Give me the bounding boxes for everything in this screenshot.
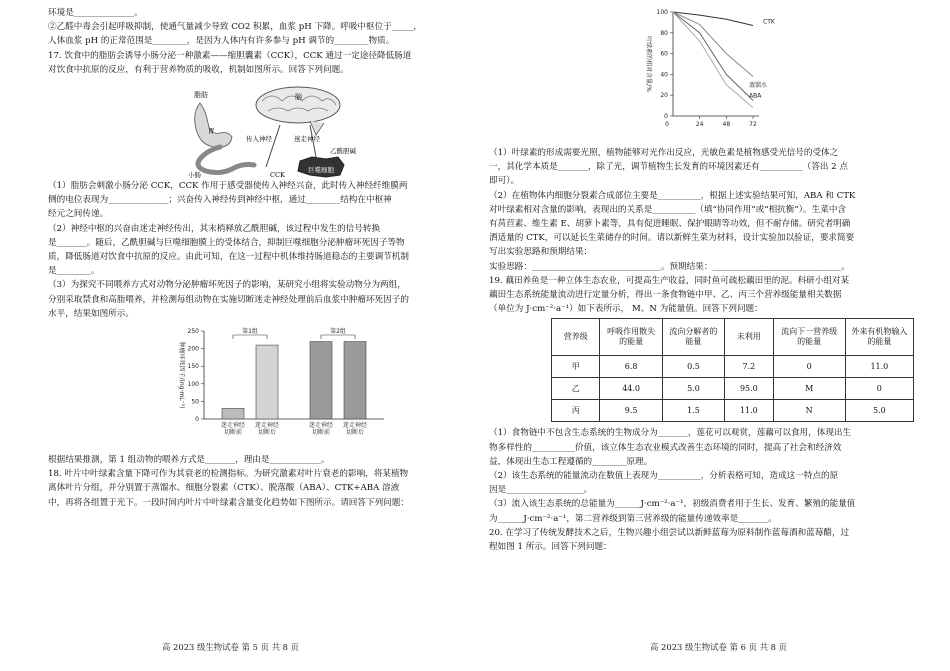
x-category-label: 迷走神经 <box>254 422 280 430</box>
group-label: 第1组 <box>242 328 258 336</box>
series-line <box>673 12 753 26</box>
y-tick-label: 0 <box>195 416 199 424</box>
text-line: 物多样性的__________价值，该立体生态农业模式改善生态环境的同时，提高了社会和经济效 <box>489 442 842 453</box>
bar <box>256 345 278 419</box>
group-bracket <box>321 335 355 339</box>
macrophage-label: 巨噬细胞 <box>308 166 334 175</box>
text-line: 经元之间传递。 <box>48 209 109 220</box>
text-line: 分别采取禁食和高脂喂养，并检测每组动物在实施切断迷走神经处理前后血浆中肿瘤坏死因子的 <box>48 294 409 305</box>
text-line: 即可）。 <box>489 176 520 187</box>
table-cell: 11.0 <box>845 356 913 378</box>
text-line: 对饮食中抗原的反应，有利于营养物质的吸收，机制如图所示。回答下列问题。 <box>48 64 349 75</box>
text-line: （2）神经中枢的兴奋由迷走神经传出，其末梢释放乙酰胆碱，该过程中发生的信号转换 <box>48 223 381 234</box>
chlorophyll-line-chart-svg <box>639 6 809 146</box>
series-label: ABA <box>749 92 762 100</box>
text-line: 20. 在学习了传统发酵技术之后，生物兴趣小组尝试以新鲜蓝莓为原料制作蓝莓酒和蓝莓醋，过 <box>489 527 850 538</box>
right-text-b <box>489 426 914 554</box>
stomach-label: 胃 <box>208 127 215 136</box>
origin-label: 0 <box>665 121 669 128</box>
y-axis-label: 叶绿素的相对含量/% <box>645 36 652 92</box>
energy-table <box>551 318 914 422</box>
afferent-nerve-label: 传入神经 <box>246 135 272 144</box>
tnf-bar-chart-svg <box>158 321 398 453</box>
tnf-bar-chart <box>158 321 463 453</box>
table-cell: 7.2 <box>725 356 774 378</box>
table-row <box>552 378 914 400</box>
small-intestine-label: 小肠 <box>188 171 201 180</box>
table-cell: 44.0 <box>600 378 662 400</box>
text-line: （2）在植物体内细胞分裂素合成部位主要是__________，根据上述实验结果可知，ABA 和 CTK <box>489 190 856 201</box>
text-line: 因是__________________。 <box>489 485 593 496</box>
table-header-row <box>552 319 914 356</box>
text-line: 写出实验思路和预期结果： <box>489 247 593 258</box>
left-text-bottom <box>48 453 463 510</box>
group-bracket <box>233 335 267 339</box>
x-tick-label: 24 <box>695 121 704 128</box>
text-line: 18. 叶片中叶绿素含量下降可作为其衰老的检测指标。为研究激素对叶片衰老的影响，将某植物 <box>48 469 409 480</box>
table-cell: 5.0 <box>845 400 913 422</box>
text-line: 有莴苣素、维生素 E、胡萝卜素等，具有促进睡眠、保护眼睛等功效，但不耐存储。研究者明确 <box>489 219 851 230</box>
fat-label: 脂肪 <box>194 91 208 100</box>
table-cell: 0 <box>845 378 913 400</box>
series-label: CTK <box>763 18 775 26</box>
text-line: 实验思路：______________________________。预期结果：______________________________。 <box>489 261 850 272</box>
left-text-top <box>48 6 463 77</box>
text-line: 中，再将各组置于光下。一段时间内叶片中叶绿素含量变化趋势如下图所示。请回答下列问题： <box>48 497 409 508</box>
afferent-nerve-line <box>266 125 280 167</box>
x-tick-label: 48 <box>722 121 731 128</box>
text-line: 对叶绿素相对含量的影响，表现出的关系是__________（填“协同作用”或“相抗衡”）。生菜中含 <box>489 204 847 215</box>
y-tick-label: 150 <box>187 363 199 371</box>
table-header: 外来有机物输入的能量 <box>845 319 913 356</box>
text-line: 程如图 1 所示。回答下列问题： <box>489 542 612 553</box>
y-tick-label: 0 <box>664 113 668 120</box>
right-footer: 高 2023 级生物试卷 第 6 页 共 8 页 <box>650 642 788 652</box>
y-tick-label: 50 <box>191 398 199 406</box>
text-line: （3）为探究不同喂养方式对动物分泌肿瘤坏死因子的影响，某研究小组将实验动物分为两组， <box>48 280 406 291</box>
text-line: 藕田生态系统能量流动进行定量分析，得出一条食物链中甲、乙、丙三个营养级能量相关数据 <box>489 290 842 301</box>
series-label: 蒸馏水 <box>749 81 768 89</box>
text-line: 17. 饮食中的脂肪会诱导小肠分泌一种激素——缩胆囊素（CCK），CCK 通过一定途径降低肠道 <box>48 50 412 61</box>
table-cell: 甲 <box>552 356 600 378</box>
text-line: 离体叶片分组，并分别置于蒸馏水、细胞分裂素（CTK）、脱落酸（ABA）、CTK+ABA 溶液 <box>48 483 400 494</box>
text-line: 人体血浆 pH 的正常范围是________，是因为人体内有许多参与 pH 调节的________物质。 <box>48 36 395 47</box>
table-cell: 6.8 <box>600 356 662 378</box>
series-line <box>673 12 753 108</box>
x-category-label: 切断前 <box>311 429 331 437</box>
y-tick-label: 200 <box>187 345 199 353</box>
cck-diagram-svg <box>48 81 448 179</box>
y-tick-label: 40 <box>660 71 668 79</box>
table-cell: 5.0 <box>662 378 724 400</box>
text-line: 19. 藕田养鱼是一种立体生态农业，可提高生产收益，同时鱼可疏松藕田里的泥。科研小组对某 <box>489 275 850 286</box>
table-cell: N <box>773 400 845 422</box>
x-category-label: 迷走神经 <box>308 422 334 430</box>
text-line: 侧的电位表现为______________；兴奋传入神经传到神经中枢，通过________结构在中枢神 <box>48 195 392 206</box>
table-cell: 乙 <box>552 378 600 400</box>
table-cell: 11.0 <box>725 400 774 422</box>
group-label: 第2组 <box>330 328 346 336</box>
table-header: 未利用 <box>725 319 774 356</box>
table-cell: M <box>773 378 845 400</box>
y-tick-label: 20 <box>660 92 668 100</box>
text-line: 洒适量的 CTK，可以延长生菜储存的时间。请以新鲜生菜为材料，设计实验加以验证，要求简要 <box>489 233 855 244</box>
right-page <box>475 0 950 671</box>
text-line: （3）流入该生态系统的总能量为______J·cm⁻²·a⁻¹，初级消费者用于生长、发育、繁殖的能量值 <box>489 499 856 510</box>
text-line: （单位为 J·cm⁻²·a⁻¹）如下表所示， M、N 为能量值。回答下列问题： <box>489 304 763 315</box>
x-category-label: 迷走神经 <box>342 422 368 430</box>
table-cell: 0 <box>773 356 845 378</box>
table-row <box>552 400 914 422</box>
text-line: 一，其化学本质是_______，除了光，调节植物生长发育的环境因素还有__________（答出 2 点 <box>489 162 848 173</box>
ach-label: 乙酰胆碱 <box>330 147 356 156</box>
brain-label: 脑 <box>295 93 302 102</box>
text-line: （1）脂肪会刺激小肠分泌 CCK，CCK 作用于感受器使传入神经兴奋，此时传入神经纤维膜两 <box>48 181 408 192</box>
vagus-nerve-label: 迷走神经 <box>294 135 320 144</box>
bar <box>222 408 244 419</box>
text-line: 是________。 <box>48 266 100 277</box>
y-tick-label: 100 <box>656 9 668 16</box>
table-cell: 0.5 <box>662 356 724 378</box>
table-cell: 1.5 <box>662 400 724 422</box>
x-tick-label: 72 <box>749 121 757 128</box>
table-cell: 丙 <box>552 400 600 422</box>
text-line: 根据结果推测，第 1 组动物的喂养方式是_______，理由是____________。 <box>48 455 330 466</box>
right-text-a <box>489 146 914 316</box>
table-row <box>552 356 914 378</box>
table-cell: 9.5 <box>600 400 662 422</box>
bar <box>344 342 366 419</box>
y-tick-label: 250 <box>187 328 199 336</box>
y-tick-label: 100 <box>187 380 199 388</box>
table-cell: 95.0 <box>725 378 774 400</box>
cck-label: CCK <box>270 171 285 180</box>
y-axis-label: 肿瘤坏死因子/(ng·mL⁻¹) <box>178 341 185 409</box>
cck-mechanism-diagram <box>48 81 463 179</box>
bar <box>310 342 332 419</box>
left-text-mid <box>48 179 463 321</box>
left-footer: 高 2023 级生物试卷 第 5 页 共 8 页 <box>162 642 300 652</box>
chlorophyll-line-chart <box>639 6 914 146</box>
table-header: 营养级 <box>552 319 600 356</box>
text-line: 质，降低肠道对饮食中抗原的反应。由此可知，在这一过程中机体维持肠道稳态的主要调节机制 <box>48 252 409 263</box>
x-category-label: 切断后 <box>345 429 365 437</box>
text-line: 环境是______________。 <box>48 8 143 18</box>
y-tick-label: 60 <box>660 50 668 58</box>
table-header: 流向分解者的能量 <box>662 319 724 356</box>
y-tick-label: 80 <box>660 29 668 37</box>
text-line: （1）叶绿素的形成需要光照，植物能够对光作出反应，光敏色素是植物感受光信号的受体之 <box>489 148 839 158</box>
x-category-label: 迷走神经 <box>220 422 246 430</box>
x-category-label: 切断后 <box>257 429 277 437</box>
x-category-label: 切断前 <box>223 429 243 437</box>
text-line: ②乙醛中毒会引起呼吸抑制，使通气量减少导致 CO2 积累，血浆 pH 下降。呼吸中枢位于_____， <box>48 22 422 33</box>
text-line: （2）该生态系统的能量流动在数值上表现为__________，分析表格可知，造成这一特点的原 <box>489 471 839 482</box>
small-intestine-icon <box>198 147 254 173</box>
text-line: 是_______。随后，乙酰胆碱与巨噬细胞膜上的受体结合，抑制巨噬细胞分泌肿瘤坏死因子等物 <box>48 237 405 248</box>
stomach-icon <box>195 103 232 147</box>
text-line: 水平，结果如图所示。 <box>48 308 134 319</box>
text-line: （1）食物链中不包含生态系统的生物成分为_______，莲花可以观赏，莲藕可以食用，体现出生 <box>489 428 852 439</box>
table-header: 流向下一营养级的能量 <box>773 319 845 356</box>
text-line: 为______J·cm⁻²·a⁻¹，第二营养级到第三营养级的能量传递效率是_______。 <box>489 513 777 524</box>
table-header: 呼吸作用散失的能量 <box>600 319 662 356</box>
text-line: 益，体现出生态工程遵循的________原理。 <box>489 456 653 467</box>
